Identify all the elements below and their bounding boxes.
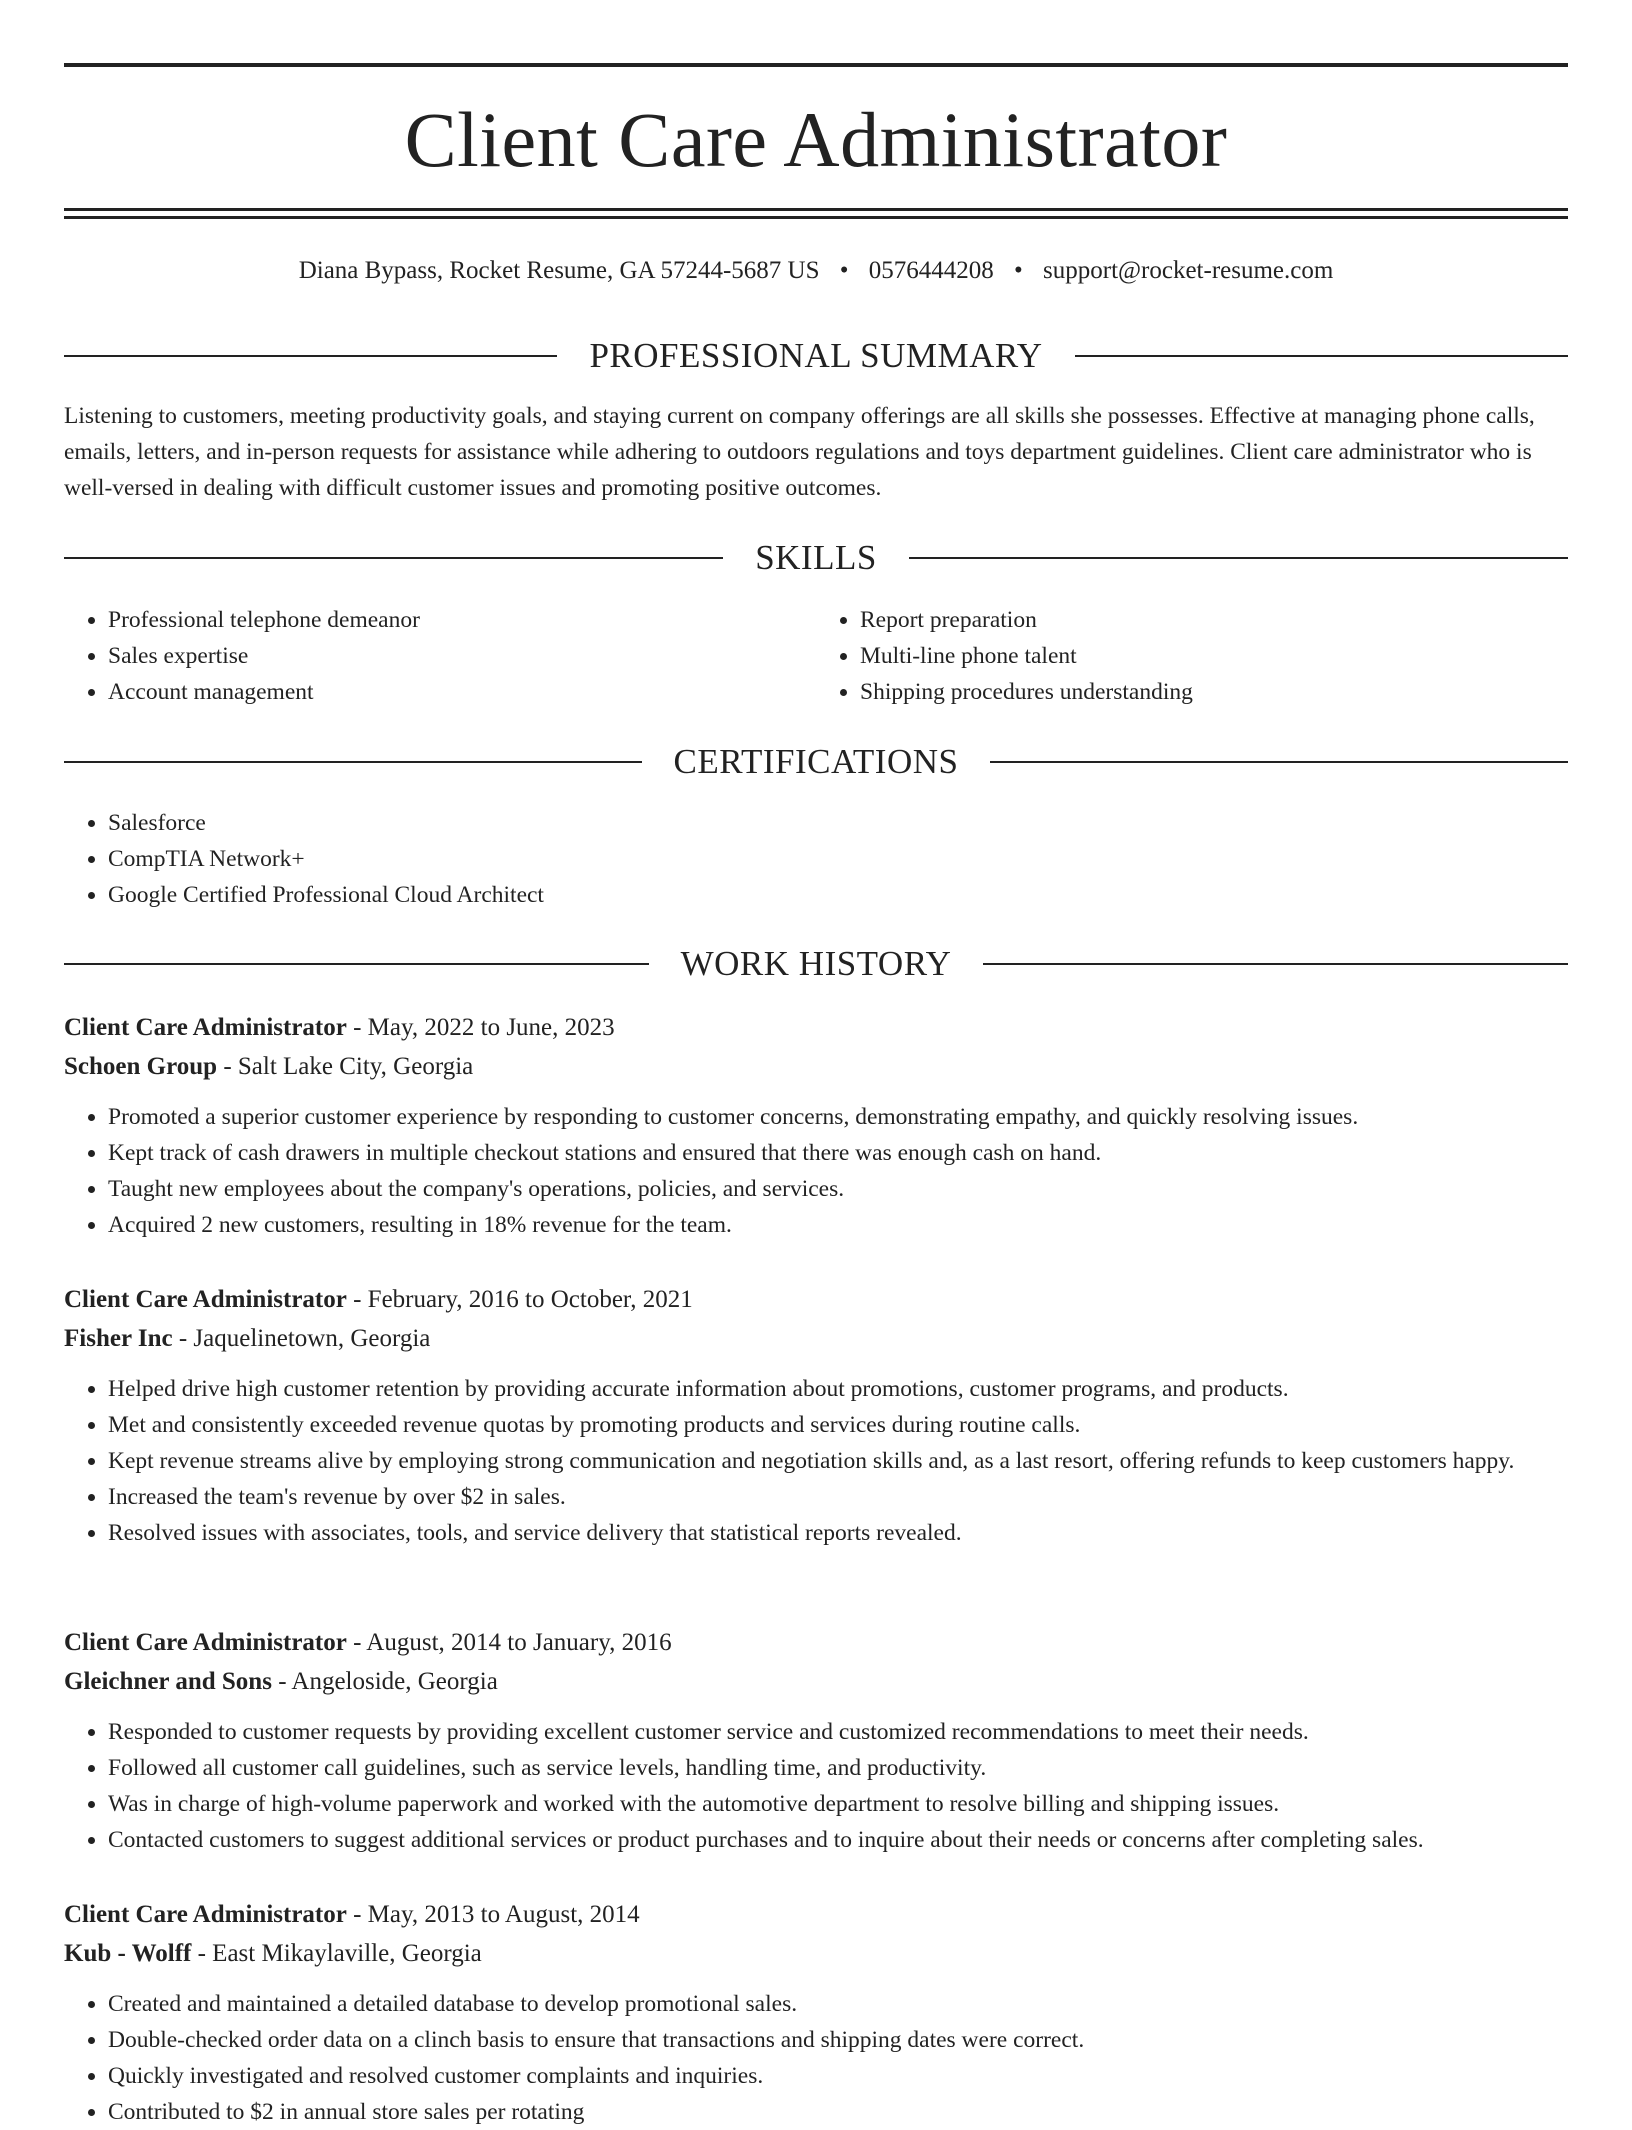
job-bullets <box>64 1371 1568 1551</box>
job-company: Kub - Wolff <box>64 1940 192 1967</box>
skills-column-right <box>816 602 1568 710</box>
contact-email: support@rocket-resume.com <box>1043 257 1334 284</box>
list-item: • Double-checked order data on a clinch basis to ensure that transactions and shipping dates were correct. <box>108 2022 1568 2058</box>
heading-rule-left <box>64 761 642 763</box>
heading-rule-right <box>909 557 1568 559</box>
contact-separator: • <box>1014 257 1023 284</box>
section-heading-summary <box>64 336 1568 376</box>
section-heading-skills <box>64 538 1568 578</box>
job-bullets <box>64 1714 1568 1858</box>
list-item: • Multi-line phone talent <box>860 638 1568 674</box>
certifications-heading: CERTIFICATIONS <box>673 742 959 781</box>
job-dates: - May, 2013 to August, 2014 <box>346 1901 640 1928</box>
page-title: Client Care Administrator <box>404 96 1228 183</box>
list-item: • Google Certified Professional Cloud Architect <box>108 877 1568 913</box>
list-item: • Report preparation <box>860 602 1568 638</box>
job-dates: - February, 2016 to October, 2021 <box>346 1286 693 1313</box>
list-item: • Contributed to $2 in annual store sales per rotating <box>108 2094 1568 2130</box>
list-item: • Sales expertise <box>108 638 816 674</box>
job-location: - Jaquelinetown, Georgia <box>172 1325 431 1352</box>
job-entry <box>64 1895 1568 2130</box>
list-item: • Professional telephone demeanor <box>108 602 816 638</box>
job-company: Schoen Group <box>64 1053 218 1080</box>
summary-text: Listening to customers, meeting productivity goals, and staying current on company offerings are all skills she possesses. Effective at managing phone calls, emails, letters, and in-person requests for assistance while adhering to outdoors regulations and toys department guidelines. Client care administrator who is well-versed in dealing with difficult customer issues and promoting positive outcomes. <box>64 403 1535 501</box>
job-location: - East Mikaylaville, Georgia <box>191 1940 482 1967</box>
header-top-rule <box>64 63 1568 67</box>
list-item: • Contacted customers to suggest additional services or product purchases and to inquire about their needs or concerns after completing sales. <box>108 1822 1568 1858</box>
job-location: - Angeloside, Georgia <box>271 1668 498 1695</box>
list-item: • Responded to customer requests by providing excellent customer service and customized recommendations to meet their needs. <box>108 1714 1568 1750</box>
list-item: • Helped drive high customer retention by providing accurate information about promotions, customer programs, and products. <box>108 1371 1568 1407</box>
job-company: Gleichner and Sons <box>64 1668 272 1695</box>
list-item: • Increased the team's revenue by over $2 in sales. <box>108 1479 1568 1515</box>
list-item: • Shipping procedures understanding <box>860 674 1568 710</box>
contact-separator: • <box>839 257 849 284</box>
job-company: Fisher Inc <box>64 1325 173 1352</box>
work-heading: WORK HISTORY <box>680 944 952 983</box>
skills-column-left <box>64 602 816 710</box>
job-entry <box>64 1008 1568 1243</box>
list-item: • Kept track of cash drawers in multiple checkout stations and ensured that there was enough cash on hand. <box>108 1135 1568 1171</box>
heading-rule-left <box>64 557 723 559</box>
job-dates: - May, 2022 to June, 2023 <box>346 1014 615 1041</box>
job-bullets <box>64 1986 1568 2130</box>
list-item: • Salesforce <box>108 805 1568 841</box>
section-heading-certifications <box>64 742 1568 782</box>
heading-rule-right <box>990 761 1568 763</box>
summary-heading: PROFESSIONAL SUMMARY <box>589 336 1043 375</box>
list-item: • Taught new employees about the company's operations, policies, and services. <box>108 1171 1568 1207</box>
job-title: Client Care Administrator <box>64 1629 347 1656</box>
job-title: Client Care Administrator <box>64 1901 347 1928</box>
skills-list <box>64 602 1568 710</box>
job-title: Client Care Administrator <box>64 1014 347 1041</box>
list-item: • Promoted a superior customer experience by responding to customer concerns, demonstrating empathy, and quickly resolving issues. <box>108 1099 1568 1135</box>
certifications-list <box>64 805 1568 913</box>
heading-rule-right <box>1075 355 1568 357</box>
list-item: • Followed all customer call guidelines, such as service levels, handling time, and productivity. <box>108 1750 1568 1786</box>
skills-heading: SKILLS <box>755 538 877 577</box>
job-location: - Salt Lake City, Georgia <box>217 1053 474 1080</box>
job-bullets <box>64 1099 1568 1243</box>
contact-line <box>64 254 1568 288</box>
list-item: • Was in charge of high-volume paperwork and worked with the automotive department to resolve billing and shipping issues. <box>108 1786 1568 1822</box>
list-item: • Resolved issues with associates, tools, and service delivery that statistical reports revealed. <box>108 1515 1568 1551</box>
header-bottom-rule-2 <box>64 216 1568 219</box>
list-item: • Quickly investigated and resolved customer complaints and inquiries. <box>108 2058 1568 2094</box>
section-heading-work <box>64 944 1568 984</box>
list-item: • Account management <box>108 674 816 710</box>
contact-phone: 0576444208 <box>868 257 994 284</box>
job-dates: - August, 2014 to January, 2016 <box>346 1629 672 1656</box>
job-entry <box>64 1280 1568 1551</box>
list-item: • Kept revenue streams alive by employing strong communication and negotiation skills and, as a last resort, offering refunds to keep customers happy. <box>108 1443 1568 1479</box>
list-item: • Created and maintained a detailed database to develop promotional sales. <box>108 1986 1568 2022</box>
list-item: • CompTIA Network+ <box>108 841 1568 877</box>
heading-rule-right <box>983 963 1568 965</box>
job-title: Client Care Administrator <box>64 1286 347 1313</box>
job-entry <box>64 1623 1568 1858</box>
header-bottom-rule <box>64 208 1568 211</box>
list-item: • Acquired 2 new customers, resulting in 18% revenue for the team. <box>108 1207 1568 1243</box>
list-item: • Met and consistently exceeded revenue quotas by promoting products and services during routine calls. <box>108 1407 1568 1443</box>
heading-rule-left <box>64 963 649 965</box>
heading-rule-left <box>64 355 557 357</box>
contact-address: Diana Bypass, Rocket Resume, GA 57244-5687 US <box>298 257 820 284</box>
